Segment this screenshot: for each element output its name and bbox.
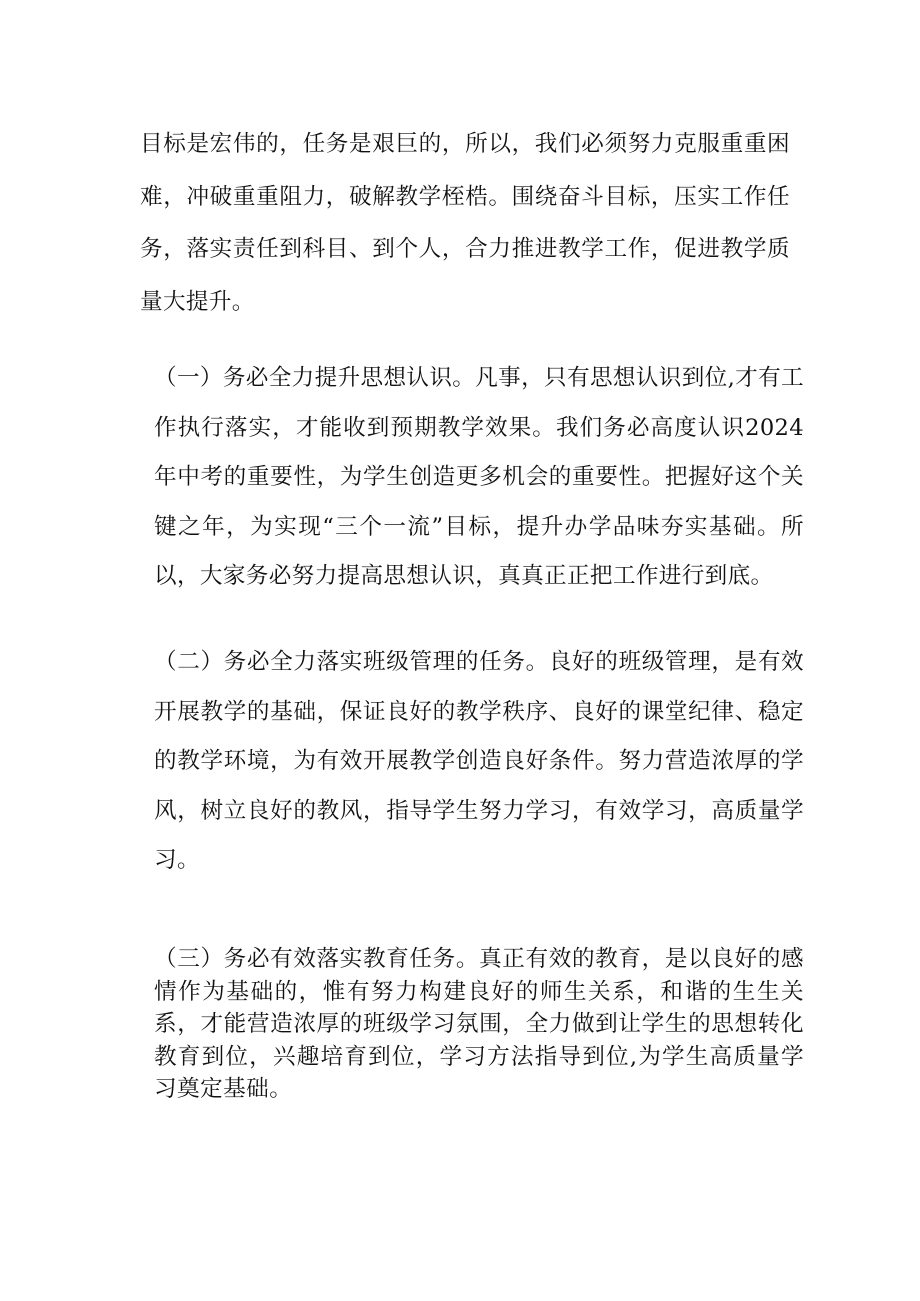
intro-paragraph: 目标是宏伟的，任务是艰巨的，所以，我们必须努力克服重重困难，冲破重重阻力，破解教学桎梏。围绕奋斗目标，压实工作任务，落实责任到科目、到个人，合力推进教学工作，促进教学质量大提升。	[140, 131, 790, 315]
section-2-paragraph: （二）务必全力落实班级管理的任务。良好的班级管理，是有效开展教学的基础，保证良好的教学秩序、良好的课堂纪律、稳定的教学环境，为有效开展教学创造良好条件。努力营造浓厚的学风，树立良好的教风，指导学生努力学习，有效学习，高质量学习。	[154, 649, 804, 873]
section-1-paragraph: （一）务必全力提升思想认识。凡事，只有思想认识到位,才有工作执行落实，才能收到预期教学效果。我们务必高度认识2024年中考的重要性，为学生创造更多机会的重要性。把握好这个关键之年，为实现“三个一流”目标，提升办学品味夯实基础。所以，大家务必努力提高思想认识，真真正正把工作进行到底。	[154, 365, 804, 589]
section-3-paragraph: （三）务必有效落实教育任务。真正有效的教育，是以良好的感情作为基础的，惟有努力构建良好的师生关系，和谐的生生关系，才能营造浓厚的班级学习氛围，全力做到让学生的思想转化教育到位，兴趣培育到位，学习方法指导到位,为学生高质量学习奠定基础。	[154, 946, 804, 1102]
